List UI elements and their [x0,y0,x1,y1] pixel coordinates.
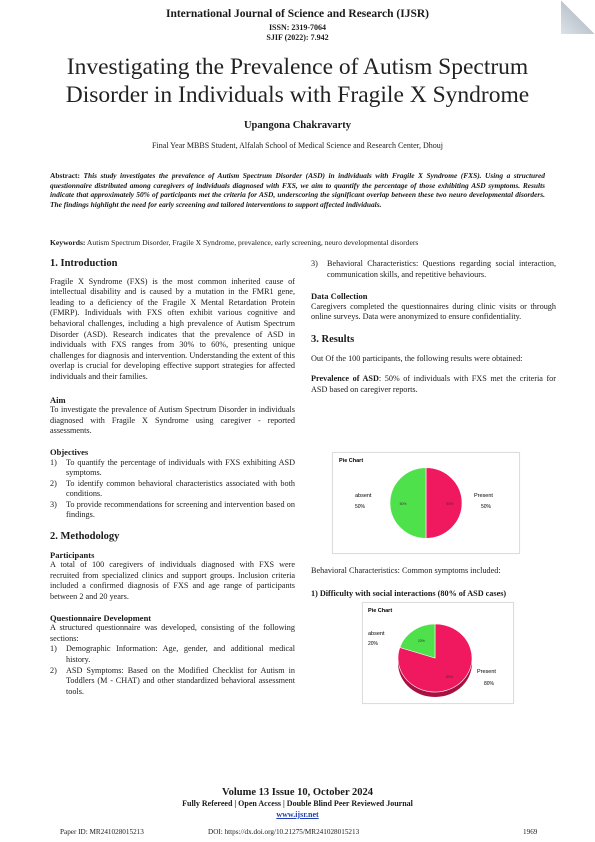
questionnaire-text: A structured questionnaire was developed, consisting of the following sections: [50,623,295,643]
participants-text: A total of 100 caregivers of individuals diagnosed with FXS were recruited from specialized clinics and support groups. Inclusion criteria included a confirmed diagnosis of FXS and age range of participants between 2 and 20 years. [50,560,295,602]
pie-slice-value-label: 20% [417,639,425,644]
chart-title: Pie Chart [368,608,393,614]
list-item: 1) To quantify the percentage of individuals with FXS exhibiting ASD symptoms. [50,457,295,478]
pie-chart-1-svg [333,453,519,553]
prevalence-label: Prevalence of ASD [311,374,379,384]
chart-title: Pie Chart [339,458,364,464]
right-column [311,259,556,395]
methodology-heading: 2. Methodology [50,531,120,543]
slice-label-absent: absent [368,631,385,637]
slice-label-present: Present [477,669,496,675]
pie-slice-value-label: 50% [399,502,407,506]
pie-slice-absent [390,468,426,539]
keywords-label: Keywords: [50,238,86,247]
sections-list [50,644,295,697]
list-item: 2) ASD Symptoms: Based on the Modified Checklist for Autism in Toddlers (M - CHAT) and other standardized behavioral assessment tools. [50,665,295,696]
questionnaire-heading: Questionnaire Development [50,612,152,623]
keywords-text: Autism Spectrum Disorder, Fragile X Syndrome, prevalence, early screening, neuro developmental disorders [86,238,419,247]
results-heading: 3. Results [311,333,355,345]
author-name: Upangona Chakravarty [243,120,352,131]
slice-label-absent: absent [355,493,372,499]
slice-pct-absent: 20% [368,641,379,647]
prevalence-text: Prevalence of ASD: 50% of individuals with FXS met the criteria for ASD based on caregiver reports. [311,374,556,394]
pie-chart-prevalence [332,452,520,554]
abstract-label: Abstract: [50,171,80,180]
pie-slice-value-label: 50% [446,502,454,506]
paper-title-line2: Disorder in Individuals with Fragile X Syndrome [65,82,530,108]
intro-text: Fragile X Syndrome (FXS) is the most common inherited cause of intellectual disability and is caused by a mutation in the FMR1 gene, leading to a deficiency of the Fragile X Mental Retardation Protein (FMRP). Individuals with FXS often exhibit various cognitive and behavioral challenges, including a high prevalence of Autism Spectrum Disorder (ASD). Research indicates that the prevalence of ASD in individuals with FXS ranges from 30% to 60%, presenting unique challenges for diagnosis and intervention. Understanding the extent of this overlap is crucial for developing effective support strategies for affected individuals and their families. [50,276,295,381]
list-item: 3) Behavioral Characteristics: Questions regarding social interaction, communication skills, and repetitive behaviours. [311,259,556,279]
abstract-text: This study investigates the prevalence of Autism Spectrum Disorder (ASD) in individuals with Fragile X Syndrome (FXS). Using a structured questionnaire distributed among caregivers of individuals diagnosed with FXS, we aim to quantify the percentage of those exhibiting ASD symptoms. Results indicate that approximately 50% of participants met the criteria for ASD, underscoring the significant overlap between these two neuro developmental disorders. The findings highlight the need for early screening and tailored interventions to support affected individuals. [50,171,545,209]
results-text: Out Of the 100 participants, the following results were obtained: [311,353,523,363]
aim-heading: Aim [50,394,66,405]
sjif: SJIF (2022): 7.942 [266,33,329,42]
objectives-heading: Objectives [50,446,89,457]
participants-heading: Participants [50,549,95,560]
slice-pct-present: 80% [484,681,495,687]
list-item: 1) Demographic Information: Age, gender, and additional medical history. [50,644,295,664]
aim-text: To investigate the prevalence of Autism Spectrum Disorder in individuals diagnosed with Fragile X Syndrome using caregiver - reported assessments. [50,405,295,436]
footer-refereed: Fully Refereed | Open Access | Double Blind Peer Reviewed Journal [182,799,413,808]
footer-paper-id: Paper ID: MR241028015213 [60,828,144,836]
footer-doi: DOI: https://dx.doi.org/10.21275/MR241028015213 [208,828,360,836]
data-collection-heading: Data Collection [311,291,368,302]
paper-title-line1: Investigating the Prevalence of Autism Spectrum [66,54,529,80]
social-difficulty-heading: 1) Difficulty with social interactions (80% of ASD cases) [311,589,507,598]
footer-url [0,810,595,819]
footer-volume: Volume 13 Issue 10, October 2024 [221,787,374,798]
sections-list-continued [311,259,556,280]
footer-page-number: 1969 [523,828,538,836]
slice-pct-absent: 50% [355,504,366,510]
data-collection-text: Caregivers completed the questionnaires during clinic visits or through online surveys. Data were anonymized to ensure confidentiality. [311,301,556,322]
abstract [50,171,545,209]
list-item: 2) To identify common behavioral characteristics associated with both conditions. [50,478,295,499]
pie-chart-social [362,602,514,704]
pie-chart-2-svg [363,603,513,703]
journal-link[interactable]: www.ijsr.net [276,810,319,819]
issn: ISSN: 2319-7064 [268,23,327,32]
journal-name: International Journal of Science and Research (IJSR) [165,8,429,20]
slice-pct-present: 50% [481,504,492,510]
slice-label-present: Present [474,493,493,499]
list-item: 3) To provide recommendations for screening and intervention based on findings. [50,499,295,520]
left-column [50,259,295,697]
intro-heading: 1. Introduction [50,258,118,269]
pie-slice-value-label: 80% [446,674,454,679]
behavioral-text: Behavioral Characteristics: Common symptoms included: [311,566,501,575]
keywords [50,238,545,248]
author-affiliation: Final Year MBBS Student, Alfalah School of Medical Science and Research Center, Dhouj [152,141,443,150]
objectives-list [50,458,295,522]
pie-slice-present [426,468,462,539]
